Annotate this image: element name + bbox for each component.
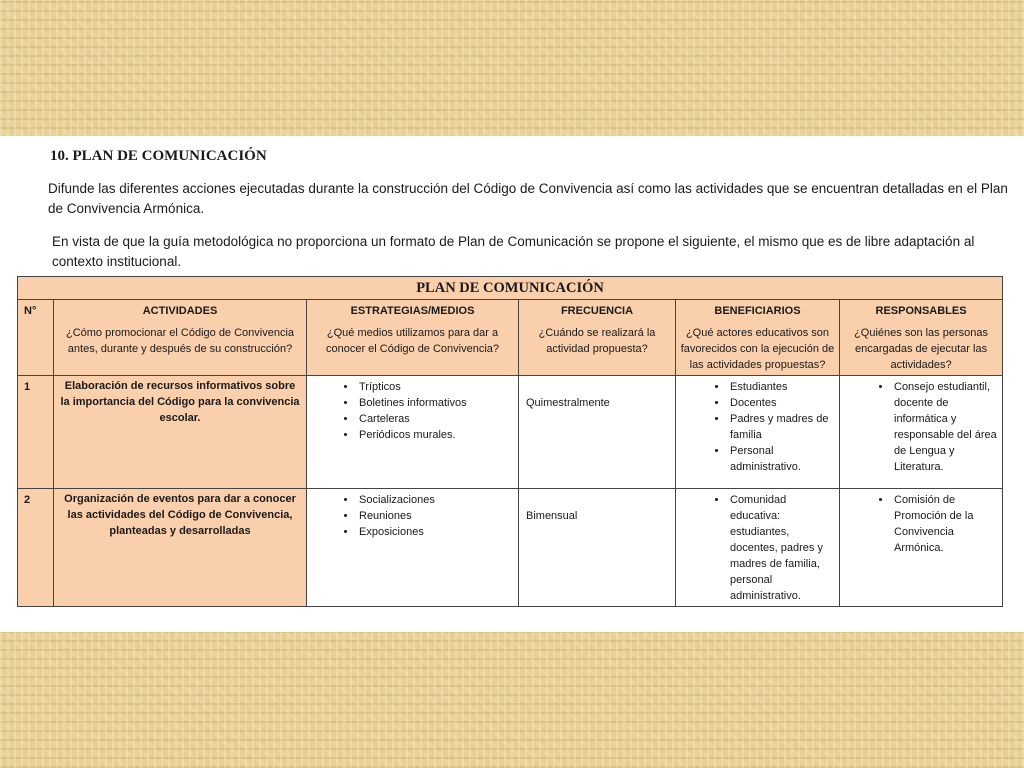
list-item: • Boletines informativos	[357, 395, 514, 411]
list-item: • Trípticos	[357, 379, 514, 395]
row-responsible	[840, 489, 1003, 607]
column-label: N°	[24, 305, 37, 317]
column-label: ACTIVIDADES	[142, 305, 218, 317]
intro-paragraph: Difunde las diferentes acciones ejecutadas durante la construcción del Código de Convivencia así como las actividades que se encuentran detalladas en el Plan de Convivencia Armónica.	[48, 181, 1008, 216]
row-beneficiaries	[676, 489, 840, 607]
row-activity: Organización de eventos para dar a conocer las actividades del Código de Convivencia, planteadas y desarrolladas	[54, 489, 307, 607]
row-frequency: Quimestralmente	[519, 376, 676, 489]
column-header-beneficiaries	[676, 300, 840, 376]
column-label: FRECUENCIA	[560, 305, 634, 317]
row-responsible	[840, 376, 1003, 489]
list-item: • Comisión de Promoción de la Convivencia Armónica.	[892, 492, 998, 556]
row-strategies	[307, 376, 519, 489]
list-item: • Docentes	[728, 395, 835, 411]
list-item: • Comunidad educativa: estudiantes, docentes, padres y madres de familia, personal administrativo.	[728, 492, 835, 604]
row-strategies	[307, 489, 519, 607]
row-number: 2	[18, 489, 54, 607]
list-item: • Carteleras	[357, 411, 514, 427]
list-item: • Consejo estudiantil, docente de informática y responsable del área de Lengua y Literatura.	[892, 379, 998, 475]
list-item: • Personal administrativo.	[728, 443, 835, 475]
table-row	[18, 376, 1003, 489]
column-question: ¿Qué medios utilizamos para dar a conocer el Código de Convivencia?	[325, 327, 500, 355]
column-header-activities	[54, 300, 307, 376]
list-item: • Reuniones	[357, 508, 514, 524]
column-question: ¿Cómo promocionar el Código de Convivencia antes, durante y después de su construcción?	[65, 327, 295, 355]
row-frequency: Bimensual	[519, 489, 676, 607]
column-question: ¿Qué actores educativos son favorecidos con la ejecución de las actividades propuestas?	[680, 327, 835, 371]
list-item: • Exposiciones	[357, 524, 514, 540]
proposal-paragraph: En vista de que la guía metodológica no proporciona un formato de Plan de Comunicación se propone el siguiente, el mismo que es de libre adaptación al contexto institucional.	[52, 234, 975, 269]
list-item: • Periódicos murales.	[357, 427, 514, 443]
list-item: • Socializaciones	[357, 492, 514, 508]
column-label: ESTRATEGIAS/MEDIOS	[350, 305, 475, 317]
row-activity: Elaboración de recursos informativos sobre la importancia del Código para la convivencia escolar.	[54, 376, 307, 489]
list-item: • Padres y madres de familia	[728, 411, 835, 443]
column-header-frequency	[519, 300, 676, 376]
table-row	[18, 489, 1003, 607]
list-item: • Estudiantes	[728, 379, 835, 395]
column-header-number	[18, 300, 54, 376]
row-beneficiaries	[676, 376, 840, 489]
column-label: RESPONSABLES	[875, 305, 967, 317]
document-page	[0, 136, 1024, 632]
column-header-responsible	[840, 300, 1003, 376]
column-header-strategies	[307, 300, 519, 376]
communication-plan-table	[17, 276, 1003, 607]
section-heading: 10. PLAN DE COMUNICACIÓN	[50, 148, 267, 164]
column-label: BENEFICIARIOS	[714, 305, 801, 317]
table-header-row	[18, 300, 1003, 376]
column-question: ¿Cuándo se realizará la actividad propuesta?	[538, 327, 656, 355]
table-title: PLAN DE COMUNICACIÓN	[18, 277, 1003, 300]
column-question: ¿Quiénes son las personas encargadas de ejecutar las actividades?	[854, 327, 988, 371]
row-number: 1	[18, 376, 54, 489]
